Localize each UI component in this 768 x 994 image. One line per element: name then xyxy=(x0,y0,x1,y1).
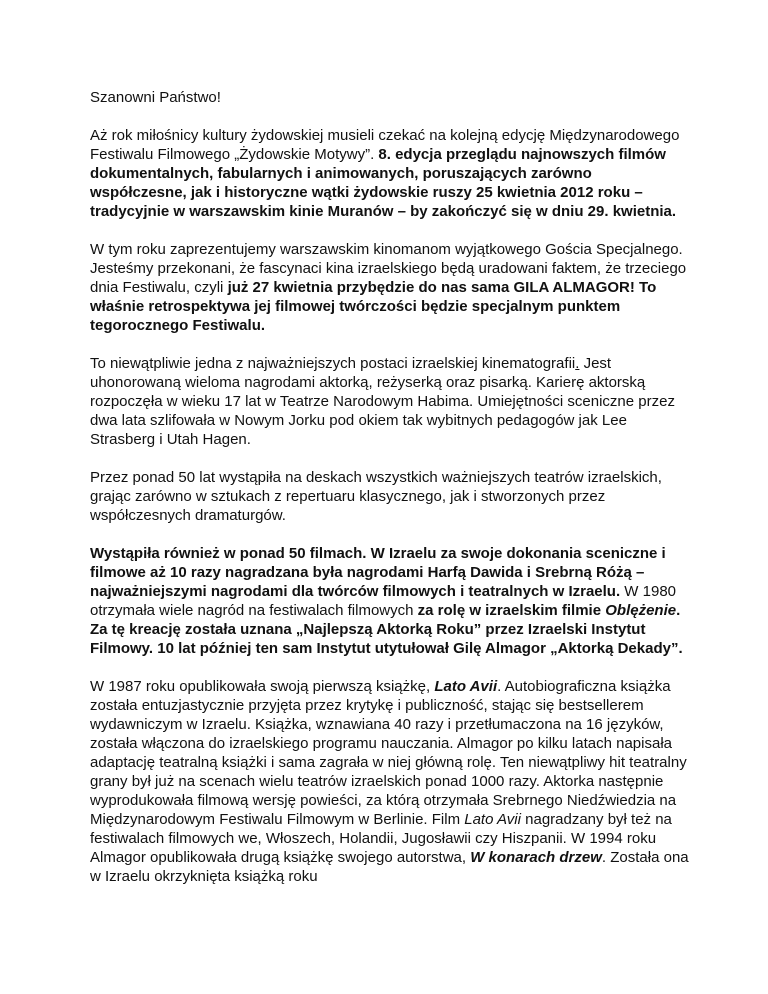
bold-run: 8. edycja przeglądu najnowszych filmów dokumentalnych, fabularnych i animowanych, poruszających zarówno współczesne, jak i historyczne wątki żydowskie ruszy 25 kwietnia 2012 roku – tradycyjnie w warszawskim kinie Muranów – by zakończyć się w dniu 29. kwietnia. xyxy=(90,146,677,220)
paragraph-books xyxy=(90,677,690,886)
paragraph-festival-intro xyxy=(90,126,690,221)
paragraph-special-guest xyxy=(90,240,690,335)
bold-run: już 27 kwietnia przybędzie do nas sama GILA ALMAGOR! To właśnie retrospektywa jej filmowej twórczości będzie specjalnym punktem tegorocznego Festiwalu. xyxy=(90,279,657,334)
bold-run: za rolę w izraelskim filmie xyxy=(417,602,606,619)
text-run: . Została ona w Izraelu okrzyknięta książką roku xyxy=(90,849,689,885)
text-run: . Autobiograficzna książka została entuzjastycznie przyjęta przez krytykę i publiczność, stając się bestsellerem wydawniczym w Izraelu. Książka, wznawiana 40 razy i przetłumaczona na 16 języków, została włączona do izraelskiego programu nauczania. Almagor po kilku latach napisała adaptację teatralną książki i sama zagrała w niej główną rolę. Ten niewątpliwy hit teatralny grany był już na scenach wielu teatrów izraelskich ponad 1000 razy. Aktorka następnie wyprodukowała filmową wersję powieści, za którą otrzymała Srebrnego Niedźwiedzia na Międzynarodowym Festiwalu Filmowym w Berlinie. Film xyxy=(90,678,687,828)
book-title: Lato Avii xyxy=(434,678,498,695)
text-run: W tym roku zaprezentujemy warszawskim kinomanom wyjątkowego Gościa Specjalnego. Jesteśmy przekonani, że fascynaci kina izraelskiego będą uradowani faktem, że trzeciego dnia Festiwalu, czyli xyxy=(90,241,687,296)
greeting: Szanowni Państwo! xyxy=(90,89,221,106)
bold-italic-run xyxy=(605,602,676,619)
underlined-period: . xyxy=(575,355,580,372)
film-title: Oblężenie xyxy=(605,602,677,619)
text-run: Aż rok miłośnicy kultury żydowskiej musieli czekać na kolejną edycję Międzynarodowego Festiwalu Filmowego „Żydowskie Motywy”. xyxy=(90,127,680,163)
book-title: W konarach drzew xyxy=(470,849,602,866)
paragraph-films xyxy=(90,544,690,658)
text-run: W 1980 otrzymała wiele nagród na festiwalach filmowych xyxy=(90,583,677,619)
bold-run: . Za tę kreację została uznana „Najlepszą Aktorką Roku” przez Izraelski Instytut Filmowy. 10 lat później ten sam Instytut utytułował Gilę Almagor „Aktorką Dekady”. xyxy=(90,602,683,657)
film-title: Lato Avii xyxy=(464,811,521,828)
text-run: Jest uhonorowaną wieloma nagrodami aktorką, reżyserką oraz pisarką. Karierę aktorską rozpoczęła w wieku 17 lat w Teatrze Narodowym Habima. Umiejętności sceniczne przez dwa lata szlifowała w Nowym Jorku pod okiem tak wybitnych pedagogów jak Lee Strasberg i Utah Hagen. xyxy=(90,355,675,448)
paragraph-career xyxy=(90,354,690,449)
text-run: W 1987 roku opublikowała swoją pierwszą książkę, xyxy=(90,678,435,695)
text-run: nagradzany był też na festiwalach filmowych we, Włoszech, Holandii, Jugosławii czy Hiszpanii. W 1994 roku Almagor opublikowała drugą książkę swojego autorstwa, xyxy=(90,811,672,866)
text-run: To niewątpliwie jedna z najważniejszych postaci izraelskiej kinematografii xyxy=(90,355,576,372)
bold-run: Wystąpiła również w ponad 50 filmach. W Izraelu za swoje dokonania sceniczne i filmowe aż 10 razy nagradzana była nagrodami Harfą Dawida i Srebrną Różą – najważniejszymi nagrodami dla twórców filmowych i teatralnych w Izraelu. xyxy=(90,545,666,600)
document-page xyxy=(90,88,690,905)
paragraph-theatre: Przez ponad 50 lat wystąpiła na deskach wszystkich ważniejszych teatrów izraelskich, grając zarówno w sztukach z repertuaru klasycznego, jak i stworzonych przez współczesnych dramaturgów. xyxy=(90,469,662,524)
bold-italic-run xyxy=(470,849,602,866)
bold-italic-run xyxy=(434,678,497,695)
